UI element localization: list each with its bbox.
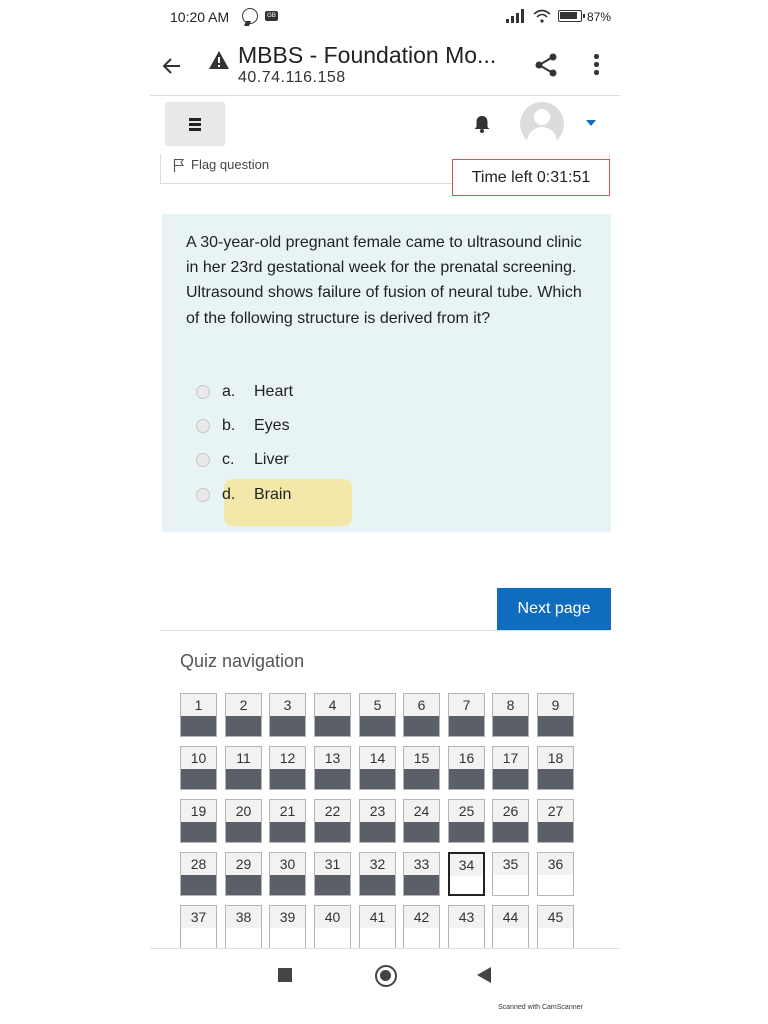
answer-text: Brain — [254, 486, 292, 503]
quiz-nav-number: 36 — [538, 853, 573, 875]
quiz-nav-status-fill — [493, 928, 528, 949]
quiz-nav-status-fill — [538, 716, 573, 737]
quiz-nav-button[interactable] — [403, 799, 440, 843]
radio-button[interactable] — [196, 488, 210, 502]
quiz-nav-number: 25 — [449, 800, 484, 822]
quiz-nav-button[interactable] — [403, 905, 440, 949]
quiz-nav-status-fill — [493, 769, 528, 790]
quiz-nav-number: 24 — [404, 800, 439, 822]
wifi-icon — [533, 9, 551, 23]
quiz-nav-number: 21 — [270, 800, 305, 822]
recent-apps-icon[interactable] — [278, 968, 292, 982]
quiz-nav-status-fill — [181, 875, 216, 896]
quiz-nav-number: 5 — [360, 694, 395, 716]
quiz-nav-button[interactable] — [403, 693, 440, 737]
site-header — [150, 96, 620, 154]
quiz-nav-button[interactable] — [314, 905, 351, 949]
quiz-nav-status-fill — [181, 928, 216, 949]
quiz-nav-status-fill — [315, 769, 350, 790]
quiz-nav-number: 27 — [538, 800, 573, 822]
browser-toolbar — [150, 36, 620, 94]
quiz-nav-number: 10 — [181, 747, 216, 769]
quiz-nav-number: 23 — [360, 800, 395, 822]
quiz-nav-button[interactable] — [225, 852, 262, 896]
quiz-nav-number: 4 — [315, 694, 350, 716]
quiz-nav-button[interactable] — [448, 905, 485, 949]
quiz-nav-number: 2 — [226, 694, 261, 716]
quiz-nav-button[interactable] — [359, 905, 396, 949]
quiz-nav-button[interactable] — [359, 852, 396, 896]
section-divider — [160, 630, 610, 631]
quiz-nav-status-fill — [404, 928, 439, 949]
avatar[interactable] — [520, 102, 564, 146]
quiz-nav-status-fill — [315, 822, 350, 843]
quiz-nav-button[interactable] — [314, 799, 351, 843]
quiz-nav-status-fill — [226, 928, 261, 949]
quiz-nav-status-fill — [315, 716, 350, 737]
quiz-nav-button[interactable] — [537, 693, 574, 737]
quiz-nav-button[interactable] — [492, 693, 529, 737]
quiz-nav-button[interactable] — [180, 693, 217, 737]
battery-icon — [558, 10, 582, 22]
flag-question-link[interactable] — [173, 157, 269, 172]
menu-button[interactable] — [165, 102, 225, 146]
quiz-nav-status-fill — [270, 716, 305, 737]
quiz-nav-button[interactable] — [269, 905, 306, 949]
warning-icon[interactable] — [208, 50, 230, 70]
quiz-nav-button[interactable] — [314, 693, 351, 737]
quiz-nav-button[interactable] — [225, 746, 262, 790]
quiz-nav-button[interactable] — [448, 746, 485, 790]
quiz-nav-number: 43 — [449, 906, 484, 928]
quiz-nav-status-fill — [404, 875, 439, 896]
bottom-divider — [150, 948, 620, 949]
quiz-nav-number: 42 — [404, 906, 439, 928]
quiz-nav-status-fill — [270, 822, 305, 843]
quiz-nav-number: 31 — [315, 853, 350, 875]
quiz-nav-status-fill — [449, 928, 484, 949]
quiz-nav-status-fill — [450, 876, 483, 896]
quiz-nav-button[interactable] — [492, 852, 529, 896]
quiz-nav-status-fill — [360, 822, 395, 843]
whatsapp-icon — [242, 8, 258, 24]
quiz-nav-number: 26 — [493, 800, 528, 822]
battery-level: 87% — [587, 10, 612, 24]
quiz-nav-status-fill — [270, 769, 305, 790]
quiz-nav-button[interactable] — [359, 746, 396, 790]
quiz-nav-status-fill — [226, 769, 261, 790]
quiz-nav-number: 45 — [538, 906, 573, 928]
quiz-nav-button[interactable] — [448, 693, 485, 737]
quiz-nav-button[interactable] — [225, 693, 262, 737]
quiz-nav-button[interactable] — [537, 799, 574, 843]
quiz-nav-button[interactable] — [269, 693, 306, 737]
quiz-nav-status-fill — [226, 822, 261, 843]
radio-button[interactable] — [196, 385, 210, 399]
answer-option-b[interactable] — [196, 412, 290, 440]
quiz-nav-button[interactable] — [269, 852, 306, 896]
quiz-nav-status-fill — [181, 822, 216, 843]
quiz-nav-number: 32 — [360, 853, 395, 875]
quiz-nav-button[interactable] — [359, 799, 396, 843]
quiz-nav-status-fill — [315, 875, 350, 896]
quiz-nav-button[interactable] — [403, 746, 440, 790]
quiz-nav-button[interactable] — [492, 746, 529, 790]
quiz-nav-number: 6 — [404, 694, 439, 716]
quiz-nav-button[interactable] — [225, 799, 262, 843]
signal-icon — [506, 9, 526, 23]
quiz-nav-number: 16 — [449, 747, 484, 769]
quiz-nav-button[interactable] — [180, 852, 217, 896]
quiz-nav-button[interactable] — [492, 905, 529, 949]
quiz-nav-status-fill — [538, 875, 573, 896]
bell-icon[interactable] — [472, 114, 492, 134]
quiz-nav-number: 29 — [226, 853, 261, 875]
quiz-nav-number: 33 — [404, 853, 439, 875]
quiz-nav-number: 3 — [270, 694, 305, 716]
quiz-nav-number: 22 — [315, 800, 350, 822]
quiz-nav-button[interactable] — [314, 852, 351, 896]
quiz-nav-number: 34 — [450, 854, 483, 876]
phone-screen — [150, 0, 620, 1024]
radio-button[interactable] — [196, 453, 210, 467]
quiz-nav-number: 12 — [270, 747, 305, 769]
answer-text: Heart — [254, 383, 294, 400]
quiz-nav-status-fill — [404, 716, 439, 737]
quiz-navigation-title: Quiz navigation — [180, 651, 305, 671]
quiz-nav-button[interactable] — [537, 746, 574, 790]
quiz-nav-number: 14 — [360, 747, 395, 769]
quiz-nav-status-fill — [226, 716, 261, 737]
quiz-nav-status-fill — [493, 822, 528, 843]
data-badge-icon: GB — [265, 11, 278, 21]
quiz-nav-button[interactable] — [269, 746, 306, 790]
status-bar — [150, 0, 620, 36]
answer-option-a[interactable] — [196, 378, 293, 406]
quiz-nav-status-fill — [360, 716, 395, 737]
quiz-nav-number: 20 — [226, 800, 261, 822]
quiz-nav-status-fill — [493, 875, 528, 896]
quiz-nav-number: 18 — [538, 747, 573, 769]
back-icon[interactable] — [477, 967, 491, 983]
quiz-nav-number: 35 — [493, 853, 528, 875]
quiz-nav-button[interactable] — [269, 799, 306, 843]
quiz-nav-status-fill — [493, 716, 528, 737]
answer-option-c[interactable] — [196, 446, 289, 474]
quiz-nav-status-fill — [449, 769, 484, 790]
quiz-nav-number: 37 — [181, 906, 216, 928]
quiz-nav-button[interactable] — [537, 852, 574, 896]
quiz-nav-status-fill — [538, 928, 573, 949]
page-url[interactable]: 40.74.116.158 — [238, 69, 346, 86]
quiz-nav-status-fill — [449, 716, 484, 737]
quiz-nav-button[interactable] — [314, 746, 351, 790]
quiz-nav-button[interactable] — [448, 799, 485, 843]
status-time: 10:20 AM — [170, 9, 230, 25]
page-title: MBBS - Foundation Mo... — [238, 42, 497, 68]
answer-option-d[interactable] — [196, 481, 291, 509]
answer-text: Eyes — [254, 417, 290, 434]
quiz-nav-number: 8 — [493, 694, 528, 716]
question-text: A 30-year-old pregnant female came to ultrasound clinic in her 23rd gestational week for the prenatal screening. Ultrasound shows failure of fusion of neural tube. Which of the following structure is derived from it? — [186, 234, 582, 327]
quiz-nav-status-fill — [538, 822, 573, 843]
next-page-button[interactable]: Next page — [497, 588, 611, 630]
quiz-nav-number: 13 — [315, 747, 350, 769]
quiz-nav-number: 38 — [226, 906, 261, 928]
flag-icon — [173, 158, 185, 172]
quiz-nav-status-fill — [315, 928, 350, 949]
answer-letter: a. — [222, 383, 236, 400]
quiz-nav-status-fill — [404, 769, 439, 790]
quiz-nav-status-fill — [538, 769, 573, 790]
watermark-text: Scanned with CamScanner — [498, 1004, 583, 1011]
answer-letter: b. — [222, 417, 236, 434]
chevron-down-icon[interactable] — [586, 120, 596, 126]
answer-letter: d. — [222, 486, 236, 503]
quiz-nav-button[interactable] — [492, 799, 529, 843]
quiz-nav-button[interactable] — [359, 693, 396, 737]
quiz-nav-number: 44 — [493, 906, 528, 928]
quiz-nav-number: 9 — [538, 694, 573, 716]
time-left: Time left 0:31:51 — [452, 159, 610, 196]
quiz-nav-number: 41 — [360, 906, 395, 928]
back-arrow-icon[interactable] — [160, 54, 184, 78]
quiz-nav-number: 15 — [404, 747, 439, 769]
quiz-nav-button[interactable] — [180, 799, 217, 843]
quiz-nav-number: 39 — [270, 906, 305, 928]
quiz-nav-status-fill — [449, 822, 484, 843]
quiz-nav-status-fill — [360, 875, 395, 896]
quiz-nav-number: 30 — [270, 853, 305, 875]
quiz-nav-number: 40 — [315, 906, 350, 928]
quiz-nav-status-fill — [270, 928, 305, 949]
quiz-nav-button[interactable] — [403, 852, 440, 896]
quiz-nav-number: 7 — [449, 694, 484, 716]
quiz-nav-status-fill — [360, 928, 395, 949]
quiz-nav-status-fill — [270, 875, 305, 896]
answer-text: Liver — [254, 451, 289, 468]
quiz-nav-number: 28 — [181, 853, 216, 875]
quiz-nav-button[interactable] — [180, 746, 217, 790]
quiz-nav-button[interactable] — [225, 905, 262, 949]
answer-letter: c. — [222, 451, 235, 468]
more-options-icon[interactable] — [592, 52, 600, 78]
quiz-nav-number: 17 — [493, 747, 528, 769]
question-box — [162, 214, 611, 532]
home-icon[interactable] — [375, 965, 397, 987]
quiz-nav-number: 19 — [181, 800, 216, 822]
quiz-nav-status-fill — [404, 822, 439, 843]
quiz-nav-status-fill — [360, 769, 395, 790]
quiz-nav-button[interactable] — [448, 852, 485, 896]
share-icon[interactable] — [533, 52, 559, 78]
quiz-nav-status-fill — [181, 769, 216, 790]
quiz-nav-number: 11 — [226, 747, 261, 769]
quiz-nav-number: 1 — [181, 694, 216, 716]
flag-question-label: Flag question — [191, 157, 270, 172]
quiz-nav-status-fill — [226, 875, 261, 896]
quiz-nav-status-fill — [181, 716, 216, 737]
quiz-nav-button[interactable] — [180, 905, 217, 949]
quiz-nav-button[interactable] — [537, 905, 574, 949]
radio-button[interactable] — [196, 419, 210, 433]
